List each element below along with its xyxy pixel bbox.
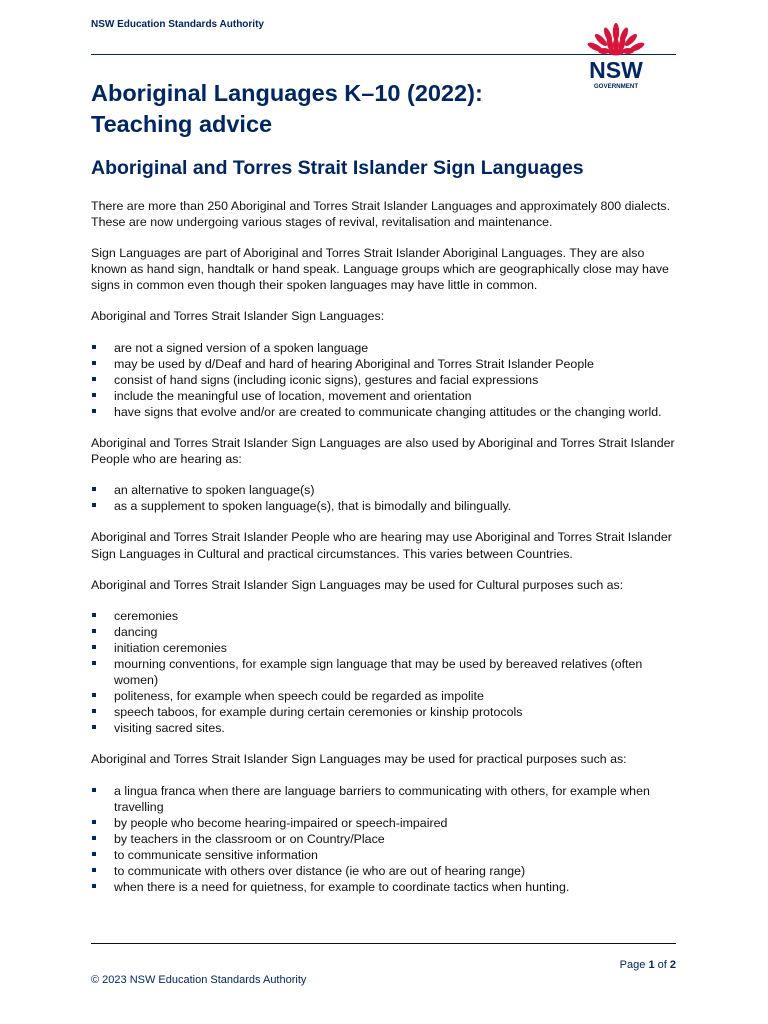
list-item: consist of hand signs (including iconic signs), gestures and facial expressions xyxy=(91,372,681,388)
paragraph-circumstances: Aboriginal and Torres Strait Islander People who are hearing may use Aboriginal and Torres Strait Islander Sign Languages in Cultural and practical circumstances. This varies between Countries. xyxy=(91,530,672,561)
bullet-list-practical-purposes xyxy=(91,783,681,896)
paragraph-cultural-intro: Aboriginal and Torres Strait Islander Sign Languages may be used for Cultural purposes such as: xyxy=(91,577,624,592)
document-body xyxy=(91,198,681,910)
list-item: are not a signed version of a spoken language xyxy=(91,340,681,356)
page-label: Page xyxy=(619,959,646,971)
list-item: to communicate with others over distance (ie who are out of hearing range) xyxy=(91,863,681,879)
list-item: as a supplement to spoken language(s), that is bimodally and bilingually. xyxy=(91,498,681,514)
copyright-notice: © 2023 NSW Education Standards Authority xyxy=(91,974,307,986)
list-item: by people who become hearing-impaired or speech-impaired xyxy=(91,815,681,831)
list-item: speech taboos, for example during certain ceremonies or kinship protocols xyxy=(91,704,681,720)
header-authority-name: NSW Education Standards Authority xyxy=(91,19,264,30)
bullet-list-cultural-purposes xyxy=(91,608,681,737)
logo-subtext: GOVERNMENT xyxy=(593,83,639,90)
logo-wordmark: NSW xyxy=(589,57,643,83)
footer-divider xyxy=(91,943,676,944)
bullet-list-characteristics xyxy=(91,340,681,420)
list-item: to communicate sensitive information xyxy=(91,847,681,863)
paragraph-practical-intro: Aboriginal and Torres Strait Islander Sign Languages may be used for practical purposes such as: xyxy=(91,752,627,767)
page-current: 1 xyxy=(648,959,655,971)
list-item: mourning conventions, for example sign language that may be used by bereaved relatives (often women) xyxy=(91,656,681,688)
page-total: 2 xyxy=(669,959,676,971)
document-title: Aboriginal Languages K–10 (2022): Teaching advice xyxy=(91,80,483,137)
list-item: dancing xyxy=(91,624,681,640)
list-item: politeness, for example when speech could be regarded as impolite xyxy=(91,688,681,704)
page-number xyxy=(620,959,676,971)
paragraph-sign-languages: Sign Languages are part of Aboriginal and Torres Strait Islander Aboriginal Languages. They are also known as hand sign, handtalk or hand speak. Language groups which are geographically close may have signs in common even though their spoken languages may have little in common. xyxy=(91,246,669,293)
list-item: an alternative to spoken language(s) xyxy=(91,482,681,498)
paragraph-list-intro: Aboriginal and Torres Strait Islander Sign Languages: xyxy=(91,309,385,324)
nsw-government-logo xyxy=(580,20,652,92)
page-of: of xyxy=(657,959,667,971)
list-item: visiting sacred sites. xyxy=(91,720,681,736)
list-item: initiation ceremonies xyxy=(91,640,681,656)
paragraph-hearing-use: Aboriginal and Torres Strait Islander Sign Languages are also used by Aboriginal and Torres Strait Islander People who are hearing as: xyxy=(91,436,675,467)
list-item: by teachers in the classroom or on Country/Place xyxy=(91,831,681,847)
waratah-icon xyxy=(586,23,645,56)
list-item: when there is a need for quietness, for example to coordinate tactics when hunting. xyxy=(91,879,681,895)
list-item: may be used by d/Deaf and hard of hearing Aboriginal and Torres Strait Islander People xyxy=(91,356,681,372)
bullet-list-hearing-use xyxy=(91,482,681,514)
section-heading: Aboriginal and Torres Strait Islander Sign Languages xyxy=(91,157,584,179)
list-item: have signs that evolve and/or are created to communicate changing attitudes or the changing world. xyxy=(91,404,681,420)
list-item: a lingua franca when there are language barriers to communicating with others, for example when travelling xyxy=(91,783,681,815)
list-item: ceremonies xyxy=(91,608,681,624)
list-item: include the meaningful use of location, movement and orientation xyxy=(91,388,681,404)
paragraph-intro: There are more than 250 Aboriginal and Torres Strait Islander Languages and approximately 800 dialects. These are now undergoing various stages of revival, revitalisation and maintenance. xyxy=(91,199,671,230)
